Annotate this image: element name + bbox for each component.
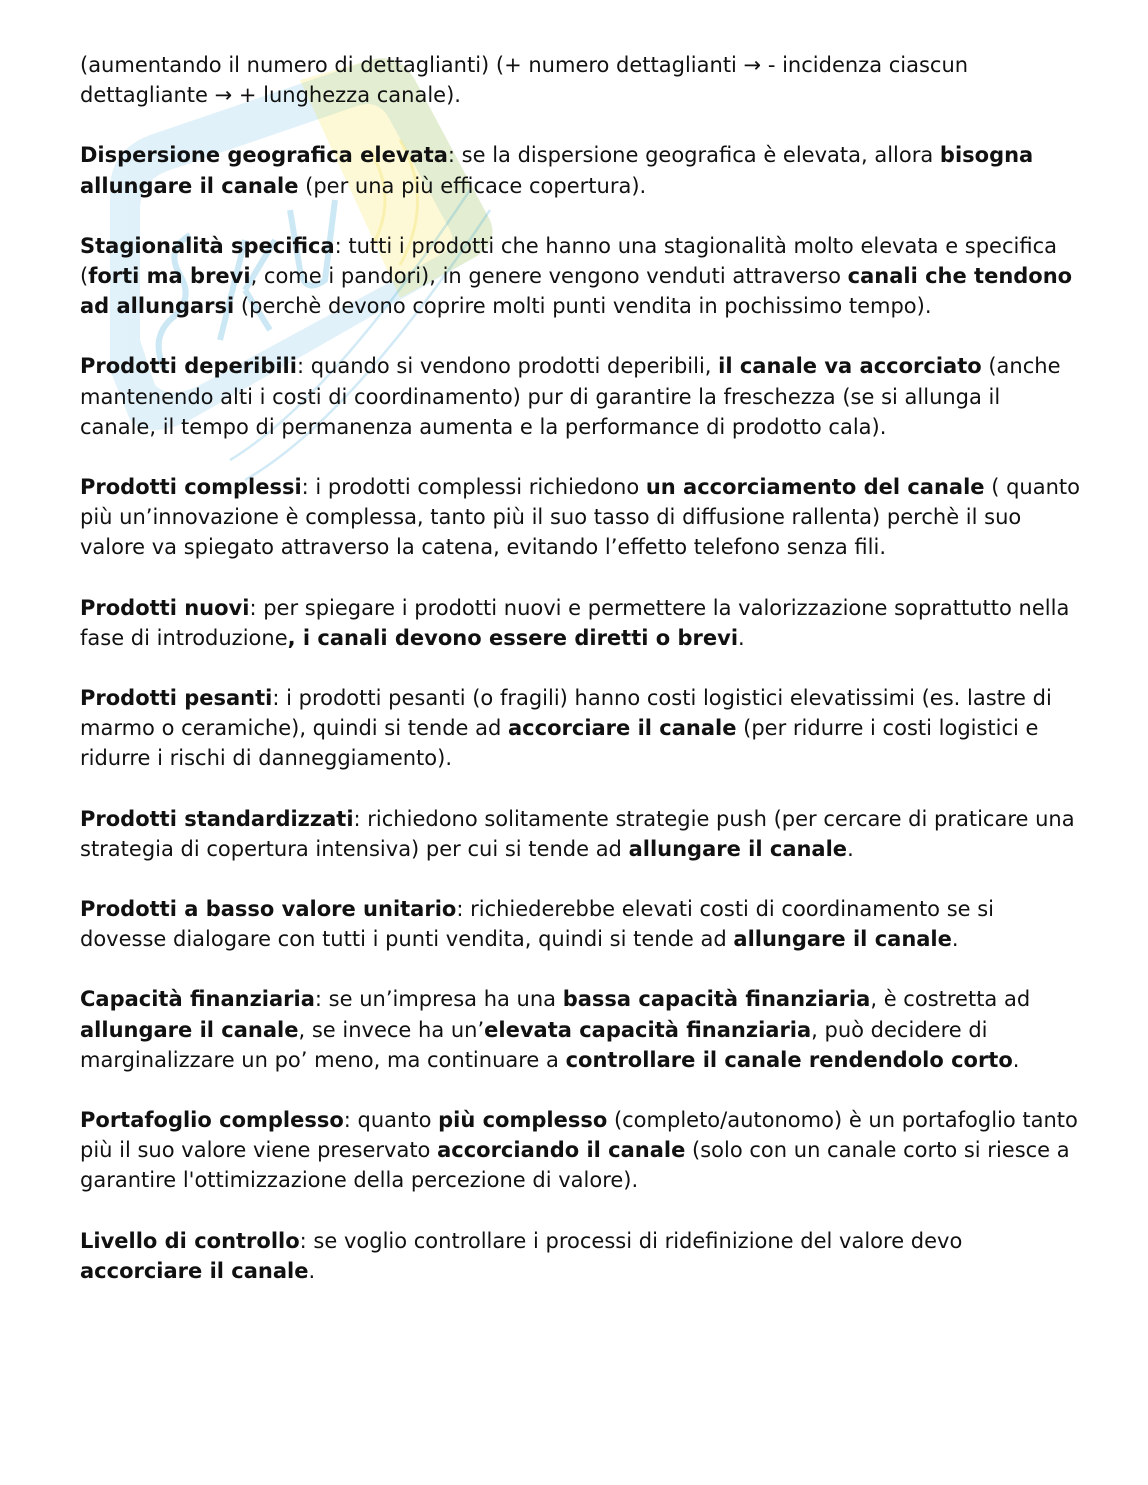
document-page [80,50,1080,1316]
text-run: : richiedono solitamente strategie push (per cercare di praticare una strategia di copertura intensiva) per cui si tende ad [80,806,1075,861]
prodotti-complessi [80,472,1080,563]
prodotti-standardizzati [80,804,1080,864]
text-run: : i prodotti pesanti (o fragili) hanno costi logistici elevatissimi (es. lastre di marmo o ceramiche), quindi si tende ad [80,686,1052,741]
emphasis: accorciare il canale [80,1258,309,1283]
text-run: : quanto [343,1108,439,1133]
emphasis: allungare il canale [733,927,952,952]
text-run: (solo con un canale corto si riesce a garantire l'ottimizzazione della percezione di valore). [80,1138,1070,1193]
text-run: (completo/autonomo) è un portafoglio tanto più il suo valore viene preservato [80,1108,1078,1163]
prodotti-pesanti [80,683,1080,774]
text-run: , se invece ha un’ [298,1017,485,1042]
text-run: . [738,625,745,650]
prodotti-basso-valore [80,894,1080,954]
term-heading: Portafoglio complesso [80,1108,344,1133]
text-run: , può decidere di marginalizzare un po’ meno, ma continuare a [80,1017,988,1072]
text-run: : se un’impresa ha una [314,987,563,1012]
emphasis: forti ma brevi [88,264,251,289]
text-run: : tutti i prodotti che hanno una stagionalità molto elevata e specifica ( [80,233,1057,289]
text-run: . [951,927,959,952]
text-run: (per una più efficace copertura). [298,173,647,198]
term-heading: Prodotti complessi [80,475,302,500]
emphasis: il canale va accorciato [718,354,982,379]
livello-di-controllo [80,1226,1080,1286]
text-run: : richiederebbe elevati costi di coordinamento se si dovesse dialogare con tutti i punti vendita, quindi si tende ad [80,897,995,952]
text-run: . [847,836,854,861]
text-run: : se la dispersione geografica è elevata, allora [447,143,940,168]
term-heading: Prodotti pesanti [80,686,273,711]
term-heading: Prodotti nuovi [80,595,250,620]
emphasis: controllare il canale rendendolo corto [565,1047,1013,1072]
term-heading: Prodotti standardizzati [80,806,354,831]
term-heading: Prodotti deperibili [80,354,297,379]
emphasis: allungare il canale [80,1017,299,1042]
emphasis: un accorciamento del canale [645,475,985,500]
emphasis: accorciando il canale [437,1138,686,1163]
emphasis: più complesso [438,1108,608,1133]
text-run: . [308,1258,316,1283]
text-run: ( quanto più un’innovazione è complessa, tanto più il suo tasso di diffusione rallenta) perchè il suo valore va spiegato attraverso la catena, evitando l’effetto telefono senza fili. [80,475,1080,560]
term-heading: Capacità finanziaria [80,987,315,1012]
emphasis: bassa capacità finanziaria [562,987,871,1012]
term-heading: Dispersione geografica elevata [80,143,448,168]
term-heading: Prodotti a basso valore unitario [80,897,457,922]
text-run: . [1012,1047,1020,1072]
emphasis: accorciare il canale [508,716,737,741]
portafoglio-complesso [80,1105,1080,1196]
prodotti-deperibili [80,351,1080,442]
text-run: : i prodotti complessi richiedono [301,475,646,500]
text-run: : se voglio controllare i processi di ridefinizione del valore devo [299,1228,963,1253]
emphasis: , i canali devono essere diretti o brevi [287,625,739,650]
emphasis: allungare il canale [628,836,848,861]
text-run: : quando si vendono prodotti deperibili, [296,354,719,379]
intro-continuation [80,50,1080,110]
text-run: , è costretta ad [870,987,1031,1012]
text-run: : per spiegare i prodotti nuovi e permettere la valorizzazione soprattutto nella fase di introduzione [80,595,1070,650]
term-heading: Stagionalità specifica [80,233,335,258]
stagionalita-specifica [80,231,1080,322]
prodotti-nuovi [80,593,1080,653]
term-heading: Livello di controllo [80,1228,300,1253]
text-run: , come i pandori), in genere vengono venduti attraverso [250,264,848,289]
capacita-finanziaria [80,984,1080,1075]
emphasis: canali che tendono ad allungarsi [80,264,1073,319]
text-run: (anche mantenendo alti i costi di coordinamento) pur di garantire la freschezza (se si allunga il canale, il tempo di permanenza aumenta e la performance di prodotto cala). [80,354,1061,439]
text-run: (aumentando il numero di dettaglianti) (+ numero dettaglianti → - incidenza ciascun dettagliante → + lunghezza canale). [80,53,969,108]
emphasis: elevata capacità finanziaria [484,1017,812,1042]
text-run: (per ridurre i costi logistici e ridurre i rischi di danneggiamento). [80,716,1039,771]
dispersione-geografica [80,140,1080,200]
emphasis: bisogna allungare il canale [80,143,1034,198]
text-run: (perchè devono coprire molti punti vendita in pochissimo tempo). [234,294,932,319]
